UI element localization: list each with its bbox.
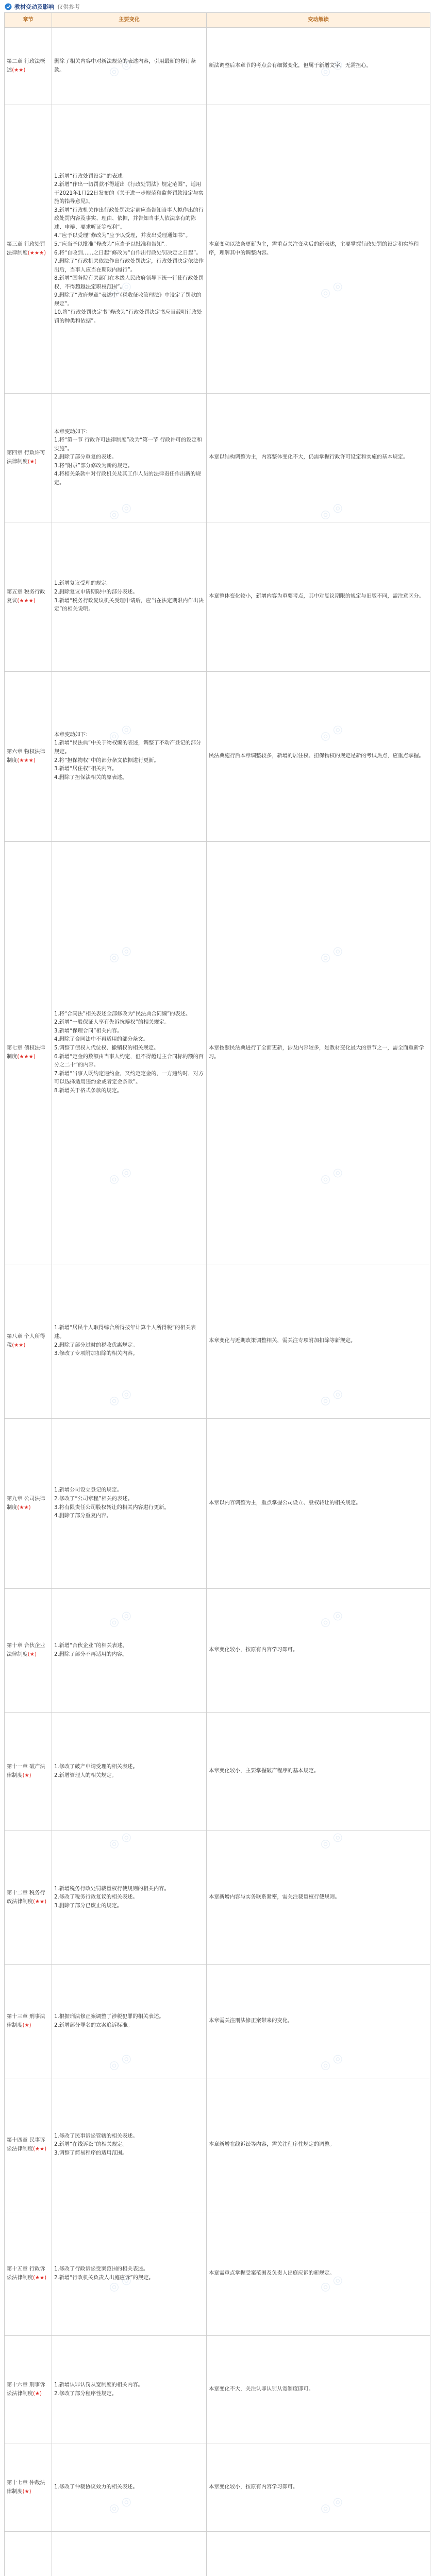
change-item: 2.删除了部分不再适用的内容。	[54, 1651, 128, 1657]
cell-chapter	[5, 1264, 52, 1419]
chapter-name: 第十章 合伙企业法律制度	[7, 1642, 45, 1657]
cell-changes	[52, 672, 207, 842]
change-item: 2.删除了部分重复的表述。	[54, 454, 117, 461]
importance-stars: (★★★)	[17, 1054, 36, 1060]
change-item: 5.调整了债权人代位权、撤销权的相关规定。	[54, 1045, 159, 1051]
change-item: 10.将“行政处罚决定书”修改为“行政处罚决定书应当载明行政处罚的种类和依据”。	[54, 310, 202, 324]
cell-chapter	[5, 842, 52, 1264]
analysis-text: 本章变化较小，按原有内容学习即可。	[209, 1647, 298, 1653]
change-item: 1.新增“行政处罚设定”的表述。	[54, 173, 128, 179]
cell-changes	[52, 2336, 207, 2444]
analysis-text: 民法典施行后本章调整较多，新增的居住权、担保物权的规定是新的考试热点，应重点掌握。	[209, 753, 424, 759]
cell-changes	[52, 2532, 207, 2576]
cell-chapter	[5, 105, 52, 394]
importance-stars: (★)	[22, 2022, 31, 2028]
table-row	[5, 28, 430, 105]
changes-table	[4, 12, 430, 2576]
column-header-analysis: 变动解读	[207, 13, 430, 28]
analysis-text: 本章按照民法典进行了全面更新，涉及内容较多，是教材变化最大的章节之一，需全面重新学习。	[209, 1045, 424, 1060]
cell-analysis	[207, 522, 430, 672]
cell-changes	[52, 28, 207, 105]
importance-stars: (★★)	[12, 1342, 26, 1348]
change-item: 1.新增“合伙企业”的相关表述。	[54, 1642, 128, 1649]
importance-stars: (★)	[22, 1772, 31, 1778]
cell-analysis	[207, 1419, 430, 1589]
cell-analysis	[207, 842, 430, 1264]
change-item: 1.将“第一节 行政许可法律制度”改为“第一节 行政许可的设定和实施”。	[54, 437, 202, 452]
table-row	[5, 672, 430, 842]
watermark-mark: ◎ ◎	[106, 943, 134, 966]
table-row	[5, 1965, 430, 2078]
watermark-mark: ◎ ◎	[106, 1829, 134, 1852]
chapter-name: 第十三章 刑事法律制度	[7, 2013, 45, 2028]
cell-changes	[52, 1965, 207, 2078]
change-item: 2.修改了部分程序性规定。	[54, 2391, 117, 2397]
watermark-mark: ◎ ◎	[318, 2050, 345, 2074]
cell-analysis	[207, 672, 430, 842]
watermark-mark: ◎ ◎	[318, 1607, 345, 1631]
cell-analysis	[207, 394, 430, 522]
chapter-name: 第四章 行政许可法律制度	[7, 450, 45, 465]
cell-analysis	[207, 1965, 430, 2078]
table-row	[5, 1713, 430, 1831]
watermark-mark: ◎ ◎	[106, 1164, 134, 1188]
cell-analysis	[207, 1713, 430, 1831]
chapter-name: 第九章 公司法律制度	[7, 1496, 45, 1511]
watermark-mark: ◎ ◎	[106, 721, 134, 744]
analysis-text: 本章变化较小，按原有内容学习即可。	[209, 2484, 298, 2490]
watermark-mark: ◎ ◎	[106, 500, 134, 523]
watermark-mark: ◎ ◎	[106, 1386, 134, 1409]
cell-chapter	[5, 394, 52, 522]
change-item: 3.新增“保理合同”相关内容。	[54, 1028, 123, 1034]
importance-stars: (★★★)	[17, 598, 36, 604]
table-row	[5, 1831, 430, 1965]
change-item: 本章变动如下：	[54, 732, 91, 738]
table-row	[5, 1589, 430, 1713]
watermark-mark: ◎ ◎	[106, 2050, 134, 2074]
logo-icon	[4, 3, 12, 11]
change-item: 4.删除了部分重复内容。	[54, 1513, 112, 1519]
page-subtitle: 仅供参考	[57, 4, 80, 10]
watermark-mark: ◎ ◎	[106, 1607, 134, 1631]
change-item: 7.新增“当事人既约定违约金，又约定定金的，一方违约时，对方可以选择适用违约金或者定金条款”。	[54, 1071, 204, 1086]
chapter-name: 第六章 物权法律制度	[7, 749, 45, 764]
cell-changes	[52, 2444, 207, 2532]
importance-stars: (★★)	[17, 1504, 31, 1511]
watermark-mark: ◎ ◎	[318, 1386, 345, 1409]
cell-chapter	[5, 2212, 52, 2336]
change-item: 2.将“担保物权”中的部分条文依据进行更新。	[54, 757, 159, 764]
change-item: 2.新增部分罪名的立案追诉标准。	[54, 2022, 133, 2028]
change-item: 2.新增“行政机关负责人出庭应诉”的规定。	[54, 2275, 154, 2281]
change-item: 2.新增“一般保证人享有先诉抗辩权”的相关规定。	[54, 1020, 170, 1026]
page-title: 教材变动及影响	[14, 4, 54, 10]
table-row	[5, 2078, 430, 2212]
change-item: 1.根据刑法修正案调整了涉税犯罪的相关表述。	[54, 2013, 164, 2020]
analysis-text: 本章变化较小，主要掌握破产程序的基本规定。	[209, 1768, 319, 1774]
change-item: 1.将“合同法”相关表述全部修改为“民法典合同编”的表述。	[54, 1011, 191, 1017]
change-item: 3.修改了专项附加扣除的相关内容。	[54, 1351, 138, 1357]
change-item: 1.新增认罪认罚从宽制度的相关内容。	[54, 2382, 143, 2388]
change-item: 4.将相关条款中对行政机关及其工作人员的法律责任作出新的规定。	[54, 471, 201, 486]
change-item: 6.将“自收到……之日起”修改为“自作出行政处罚决定之日起”。	[54, 250, 202, 256]
cell-changes	[52, 2078, 207, 2212]
change-item: 1.修改了破产申请受理的相关表述。	[54, 1764, 138, 1770]
importance-stars: (★)	[22, 2488, 31, 2495]
change-item: 3.将有限责任公司股权转让的相关内容进行更新。	[54, 1504, 170, 1511]
cell-changes	[52, 1264, 207, 1419]
cell-analysis	[207, 2078, 430, 2212]
cell-analysis	[207, 2532, 430, 2576]
watermark-mark: ◎ ◎	[318, 57, 345, 80]
watermark-mark: ◎ ◎	[106, 2272, 134, 2295]
change-item: 3.新增“税务行政复议机关受理申请后，应当在法定期限内作出决定”的相关说明。	[54, 598, 204, 613]
change-item: 本章变动如下：	[54, 429, 91, 435]
importance-stars: (★★★)	[27, 250, 46, 256]
page-header	[0, 0, 433, 13]
importance-stars: (★★★)	[17, 757, 36, 764]
change-item: 1.新增“居民个人取得综合所得按年计算个人所得税”的相关表述。	[54, 1325, 196, 1340]
table-header-row	[5, 13, 430, 28]
cell-chapter	[5, 1831, 52, 1965]
watermark-mark: ◎ ◎	[106, 278, 134, 301]
cell-chapter	[5, 2444, 52, 2532]
watermark-mark: ◎ ◎	[318, 943, 345, 966]
change-item: 4.删除了合同法中不再适用的部分条文。	[54, 1037, 148, 1043]
analysis-text: 本章变化与近期政策调整相关，需关注专项附加扣除等新规定。	[209, 1338, 356, 1344]
change-item: 1.修改了民事诉讼管辖的相关表述。	[54, 2133, 138, 2139]
chapter-name: 第十七章 仲裁法律制度	[7, 2480, 45, 2495]
watermark-mark: ◎ ◎	[106, 57, 134, 80]
analysis-text: 本章以结构调整为主，内容整体变化不大，仍需掌握行政许可设定和实施的基本规定。	[209, 454, 409, 461]
change-item: 2.修改了税务行政复议的相关表述。	[54, 1894, 138, 1901]
change-item: 8.新增“国务院有关部门在本级人民政府领导下统一行使行政处罚权，不得超越法定职权范围”。	[54, 276, 204, 290]
importance-stars: (★★)	[32, 2146, 47, 2152]
cell-changes	[52, 1713, 207, 1831]
cell-analysis	[207, 105, 430, 394]
importance-stars: (★★)	[32, 2275, 47, 2281]
change-item: 1.修改了行政诉讼受案范围的相关表述。	[54, 2266, 148, 2272]
analysis-text: 本章新增内容与实务联系紧密，需关注裁量权行使规则。	[209, 1894, 340, 1901]
chapter-name: 第七章 债权法律制度	[7, 1045, 45, 1060]
importance-stars: (★★)	[12, 67, 26, 73]
cell-chapter	[5, 672, 52, 842]
table-row	[5, 2532, 430, 2576]
column-header-chapter: 章节	[5, 13, 52, 28]
table-row	[5, 2212, 430, 2336]
change-item: 1.新增公司设立登记的规定。	[54, 1487, 122, 1494]
cell-chapter	[5, 1713, 52, 1831]
analysis-text: 本章变动以法条更新为主，需重点关注变动后的新表述，主要掌握行政处罚的设定和实施程序，理解其中的调整内容。	[209, 241, 419, 256]
cell-analysis	[207, 28, 430, 105]
cell-chapter	[5, 522, 52, 672]
watermark-mark: ◎ ◎	[318, 2494, 345, 2517]
cell-chapter	[5, 1589, 52, 1713]
cell-analysis	[207, 1589, 430, 1713]
change-item: 2.新增“在线诉讼”的相关规定。	[54, 2142, 128, 2148]
change-item: 4.删除了担保法相关的原表述。	[54, 774, 128, 781]
importance-stars: (★)	[27, 459, 37, 465]
cell-chapter	[5, 2336, 52, 2444]
cell-changes	[52, 1831, 207, 1965]
watermark-mark: ◎ ◎	[106, 2494, 134, 2517]
analysis-text: 本章需重点掌握受案范围及负责人出庭应诉的新规定。	[209, 2270, 335, 2277]
importance-stars: (★)	[32, 2391, 42, 2397]
cell-chapter	[5, 2078, 52, 2212]
watermark-mark: ◎ ◎	[318, 721, 345, 744]
chapter-name: 第十一章 破产法律制度	[7, 1764, 45, 1778]
change-item: 5.“应当予以批准”修改为“应当予以批准和告知”。	[54, 241, 170, 247]
table-row	[5, 105, 430, 394]
chapter-name: 第十五章 行政诉讼法律制度	[7, 2266, 45, 2281]
cell-chapter	[5, 2532, 52, 2576]
cell-changes	[52, 105, 207, 394]
cell-analysis	[207, 2212, 430, 2336]
change-item: 1.新增“民法典”中关于物权编的表述，调整了不动产登记的部分规定。	[54, 740, 202, 755]
cell-changes	[52, 2212, 207, 2336]
watermark-mark: ◎ ◎	[318, 1164, 345, 1188]
cell-analysis	[207, 2336, 430, 2444]
cell-analysis	[207, 1831, 430, 1965]
chapter-name: 第五章 税务行政复议	[7, 589, 45, 604]
change-item: 3.将“附录”部分修改为新的规定。	[54, 463, 133, 469]
cell-changes	[52, 522, 207, 672]
cell-changes	[52, 842, 207, 1264]
change-item: 1.修改了仲裁协议效力的相关表述。	[54, 2484, 138, 2490]
change-item: 1.新增税务行政处罚裁量权行使规则的相关内容。	[54, 1886, 170, 1892]
chapter-name: 第十二章 税务行政法律制度	[7, 1890, 45, 1905]
change-item: 2.删除复议申请期限中的部分表述。	[54, 589, 138, 595]
change-item: 3.新增“行政机关作出行政处罚决定前应当告知当事人拟作出的行政处罚内容及事实、理由、依据，并告知当事人依法享有的陈述、申辩、要求听证等权利”。	[54, 207, 204, 230]
change-item: 3.删除了部分已废止的规定。	[54, 1903, 122, 1909]
cell-chapter	[5, 28, 52, 105]
change-item: 2.新增“作出一切罚款不得超出《行政处罚法》规定范围”，适用于2021年1月22日发布的《关于进一步规范和监督罚款设定与实施的指导意见》。	[54, 182, 204, 205]
change-item: 删除了相关内容中对新法规范的表述内容，引用最新的修订条款。	[54, 58, 196, 73]
table-row	[5, 1419, 430, 1589]
watermark-mark: ◎ ◎	[318, 278, 345, 301]
cell-changes	[52, 1589, 207, 1713]
change-item: 3.新增“居住权”相关内容。	[54, 766, 118, 772]
watermark-mark: ◎ ◎	[318, 1829, 345, 1852]
change-item: 3.调整了简易程序的适用范围。	[54, 2150, 128, 2156]
table-row	[5, 842, 430, 1264]
cell-analysis	[207, 2444, 430, 2532]
analysis-text: 本章以内容调整为主，重点掌握公司设立、股权转让的相关规定。	[209, 1500, 361, 1506]
analysis-text: 新法调整后本章节的考点会有细微变化，但属于新增文字，无需担心。	[209, 63, 372, 69]
cell-chapter	[5, 1419, 52, 1589]
table-row	[5, 1264, 430, 1419]
change-item: 7.删除了“行政机关依法作出行政处罚决定，行政处罚决定依法作出后，当事人应当在期限内履行”。	[54, 259, 204, 273]
analysis-text: 本章整体变化较小，新增内容为重要考点，其中对复议期限的规定与旧版不同，需注意区分。	[209, 594, 424, 600]
chapter-name: 第二章 行政法概述	[7, 58, 45, 73]
change-item: 1.新增复议受理的规定。	[54, 581, 112, 587]
importance-stars: (★)	[27, 1651, 37, 1657]
chapter-name: 第八章 个人所得税	[7, 1333, 45, 1348]
change-item: 9.删除了“政府规章”表述中“《税收征收管理法》中设定了罚款的规定”。	[54, 293, 202, 307]
cell-analysis	[207, 1264, 430, 1419]
watermark-mark: ◎ ◎	[318, 2272, 345, 2295]
change-item: 2.新增管理人的相关规定。	[54, 1772, 117, 1778]
table-row	[5, 2336, 430, 2444]
column-header-changes: 主要变化	[52, 13, 207, 28]
watermark-mark: ◎ ◎	[318, 500, 345, 523]
cell-changes	[52, 1419, 207, 1589]
table-row	[5, 394, 430, 522]
cell-changes	[52, 394, 207, 522]
chapter-name: 第十四章 民事诉讼法律制度	[7, 2137, 45, 2152]
importance-stars: (★★)	[32, 1899, 47, 1905]
change-item: 2.删除了部分过时的税收优惠规定。	[54, 1342, 138, 1348]
table-row	[5, 2444, 430, 2532]
change-item: 2.修改了“公司章程”相关的表述。	[54, 1496, 133, 1502]
table-row	[5, 522, 430, 672]
table-body	[5, 28, 430, 2576]
analysis-text: 本章变化不大，关注认罪认罚从宽制度即可。	[209, 2386, 314, 2393]
chapter-name: 第三章 行政处罚法律制度	[7, 241, 45, 256]
change-item: 6.新增“定金的数额由当事人约定，但不得超过主合同标的额的百分之二十”的内容。	[54, 1054, 204, 1069]
chapter-name: 第十六章 刑事诉讼法律制度	[7, 2382, 45, 2397]
analysis-text: 本章需关注刑法修正案带来的变化。	[209, 2018, 293, 2024]
change-item: 4.“应予以受理”修改为“应予以受理，并发出受理通知书”。	[54, 233, 191, 239]
change-item: 8.新增关于格式条款的规定。	[54, 1088, 122, 1094]
analysis-text: 本章新增在线诉讼等内容，需关注程序性规定的调整。	[209, 2142, 335, 2148]
cell-chapter	[5, 1965, 52, 2078]
